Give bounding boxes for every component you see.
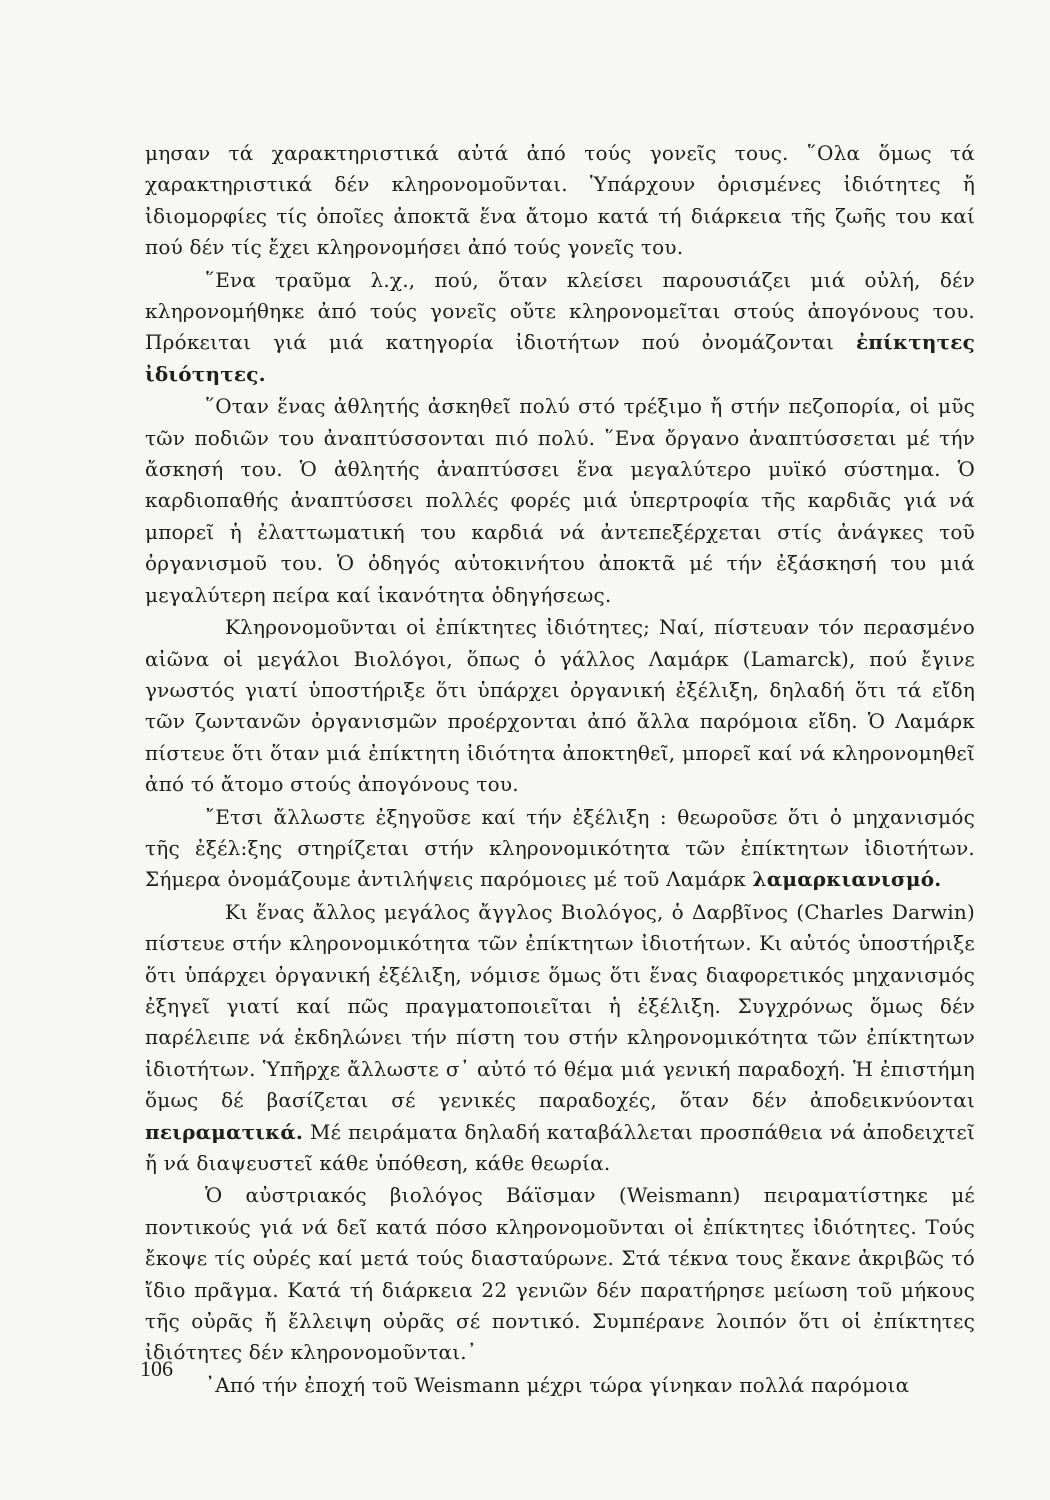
paragraph-2	[145, 265, 975, 391]
paragraph-7	[145, 1180, 975, 1368]
paragraph-4	[145, 612, 975, 800]
page-number: 106	[140, 1356, 173, 1381]
text-segment: Κληρονομοῦνται οἱ ἐπίκτητες ἰδιότητες; Ναί, πίστευαν τόν περασμένο αἰῶνα οἱ μεγάλοι Βιολόγοι, ὅπως ὁ γάλλος Λαμάρκ (Lamarck), πού ἔγινε γνωστός γιατί ὑποστήριξε ὅτι ὑπάρχει ὀργανική ἐξέλιξη, δηλαδή ὅτι τά εἴδη τῶν ζωντανῶν ὀργανισμῶν προέρχονται ἀπό ἄλλα παρόμοια εἴδη. Ὁ Λαμάρκ πίστευε ὅτι ὅταν μιά ἐπίκτητη ἰδιότητα ἀποκτηθεῖ, μπορεῖ καί νά κληρονομηθεῖ ἀπό τό ἄτομο στούς ἀπογόνους του.	[145, 615, 975, 797]
text-segment: μησαν τά χαρακτηριστικά αὐτά ἀπό τούς γονεῖς τους. ῞Ολα ὅμως τά χαρακτηριστικά δέν κληρονομοῦνται. Ὑπάρχουν ὁρισμένες ἰδιότητες ἤ ἰδιομορφίες τίς ὁποῖες ἀποκτᾶ ἕνα ἄτομο κατά τή διάρκεια τῆς ζωῆς του καί πού δέν τίς ἔχει κληρονομήσει ἀπό τούς γονεῖς του.	[145, 141, 975, 260]
text-segment: ῞Ενα τραῦμα λ.χ., πού, ὅταν κλείσει παρουσιάζει μιά οὐλή, δέν κληρονομήθηκε ἀπό τούς γονεῖς οὔτε κληρονομεῖται στούς ἀπογόνους του. Πρόκειται γιά μιά κατηγορία ἰδιοτήτων πού ὀνομάζονται	[145, 267, 975, 355]
text-segment: ᾿Από τήν ἐποχή τοῦ Weismann μέχρι τώρα γίνηκαν πολλά παρόμοια	[205, 1372, 910, 1397]
paragraph-8	[145, 1370, 975, 1401]
text-segment: Ὁ αὐστριακός βιολόγος Βάϊσμαν (Weismann) πειραματίστηκε μέ ποντικούς γιά νά δεῖ κατά πόσο κληρονομοῦνται οἱ ἐπίκτητες ἰδιότητες. Τούς ἔκοψε τίς οὐρές καί μετά τούς διασταύρωνε. Στά τέκνα τους ἔκανε ἀκριβῶς τό ἴδιο πρᾶγμα. Κατά τή διάρκεια 22 γενιῶν δέν παρατήρησε μείωση τοῦ μήκους τῆς οὐρᾶς ἤ ἔλλειψη οὐρᾶς σέ ποντικό. Συμπέρανε λοιπόν ὅτι οἱ ἐπίκτητες ἰδιότητες δέν κληρονομοῦνται.᾿	[145, 1183, 975, 1365]
text-segment: ῞Οταν ἕνας ἀθλητής ἀσκηθεῖ πολύ στό τρέξιμο ἤ στήν πεζοπορία, οἱ μῦς τῶν ποδιῶν του ἀναπτύσσονται πιό πολύ. ῞Ενα ὄργανο ἀναπτύσσεται μέ τήν ἄσκησή του. Ὁ ἀθλητής ἀναπτύσσει ἕνα μεγαλύτερο μυϊκό σύστημα. Ὁ καρδιοπαθής ἀναπτύσσει πολλές φορές μιά ὑπερτροφία τῆς καρδιᾶς γιά νά μπορεῖ ἡ ἐλαττωματική του καρδιά νά ἀντεπεξέρχεται στίς ἀνάγκες τοῦ ὀργανισμοῦ του. Ὁ ὁδηγός αὐτοκινήτου ἀποκτᾶ μέ τήν ἐξάσκησή του μιά μεγαλύτερη πείρα καί ἱκανότητα ὁδηγήσεως.	[145, 394, 975, 607]
text-segment: Κι ἕνας ἄλλος μεγάλος ἄγγλος Βιολόγος, ὁ Δαρβῖνος (Charles Darwin) πίστευε στήν κληρονομικότητα τῶν ἐπίκτητων ἰδιοτήτων. Κι αὐτός ὑποστήριξε ὅτι ὑπάρχει ὀργανική ἐξέλιξη, νόμισε ὅμως ὅτι ἕνας διαφορετικός μηχανισμός ἐξηγεῖ γιατί καί πῶς πραγματοποιεῖται ἡ ἐξέλιξη. Συγχρόνως ὅμως δέν παρέλειπε νά ἐκδηλώνει τήν πίστη του στήν κληρονομικότητα τῶν ἐπίκτητων ἰδιοτήτων. Ὑπῆρχε ἄλλωστε σ᾿ αὐτό τό θέμα μιά γενική παραδοχή. Ἡ ἐπιστήμη ὅμως δέ βασίζεται σέ γενικές παραδοχές, ὅταν δέν ἀποδεικνύονται	[145, 899, 975, 1113]
page-body	[145, 138, 975, 1401]
paragraph-5	[145, 802, 975, 896]
bold-term: πειραματικά.	[145, 1119, 304, 1144]
text-segment: ῎Ετσι ἄλλωστε ἐξηγοῦσε καί τήν ἐξέλιξη : θεωροῦσε ὅτι ὁ μηχανισμός τῆς ἐξέλ:ξης στηρίζεται στήν κληρονομικότητα τῶν ἐπίκτητων ἰδιοτήτων. Σήμερα ὀνομάζουμε ἀντιλήψεις παρόμοιες μέ τοῦ Λαμάρκ	[145, 804, 975, 892]
bold-term: λαμαρκιανισμό.	[752, 867, 942, 892]
paragraph-1	[145, 138, 975, 264]
paragraph-3	[145, 391, 975, 611]
paragraph-6	[145, 897, 975, 1180]
text-segment: Μέ πειράματα δηλαδή καταβάλλεται προσπάθεια νά ἀποδειχτεῖ ἤ νά διαψευστεῖ κάθε ὑπόθεση, κάθε θεωρία.	[145, 1119, 975, 1175]
bold-term: ἐπίκτητες ἰδιότητες.	[145, 330, 975, 386]
